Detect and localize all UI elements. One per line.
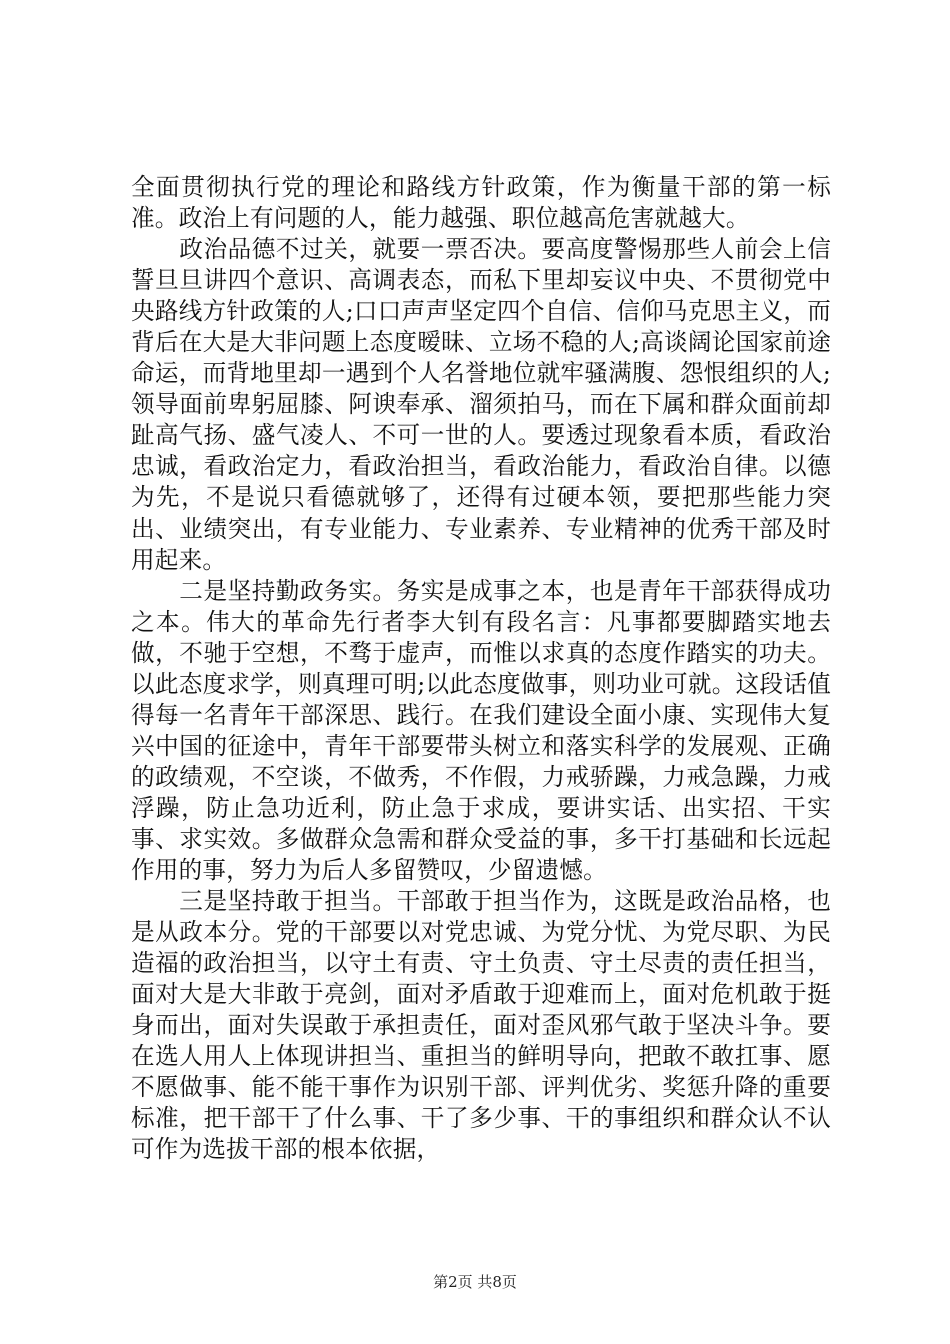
page-number-footer: 第2页 共8页 — [433, 1273, 517, 1291]
paragraph-continuation: 全面贯彻执行党的理论和路线方针政策，作为衡量干部的第一标准。政治上有问题的人，能力越强、职位越高危害就越大。 — [131, 173, 831, 233]
paragraph-political-morality: 政治品德不过关，就要一票否决。要高度警惕那些人前会上信誓旦旦讲四个意识、高调表态，而私下里却妄议中央、不贯彻党中央路线方针政策的人;口口声声坚定四个自信、信仰马克思主义，而背后在大是大非问题上态度暧昧、立场不稳的人;高谈阔论国家前途命运，而背地里却一遇到个人名誉地位就牢骚满腹、怨恨组织的人;领导面前卑躬屈膝、阿谀奉承、溜须拍马，而在下属和群众面前却趾高气扬、盛气凌人、不可一世的人。要透过现象看本质，看政治忠诚，看政治定力，看政治担当，看政治能力，看政治自律。以德为先，不是说只看德就够了，还得有过硬本领，要把那些能力突出、业绩突出，有专业能力、专业素养、专业精神的优秀干部及时用起来。 — [131, 235, 831, 574]
paragraph-responsibility: 三是坚持敢于担当。干部敢于担当作为，这既是政治品格，也是从政本分。党的干部要以对党忠诚、为党分忧、为党尽职、为民造福的政治担当，以守土有责、守土负责、守土尽责的责任担当，面对大是大非敢于亮剑，面对矛盾敢于迎难而上，面对危机敢于挺身而出，面对失误敢于承担责任，面对歪风邪气敢于坚决斗争。要在选人用人上体现讲担当、重担当的鲜明导向，把敢不敢扛事、愿不愿做事、能不能干事作为识别干部、评判优劣、奖惩升降的重要标准，把干部干了什么事、干了多少事、干的事组织和群众认不认可作为选拔干部的根本依据， — [131, 887, 831, 1164]
document-body — [131, 172, 831, 1166]
paragraph-diligence: 二是坚持勤政务实。务实是成事之本，也是青年干部获得成功之本。伟大的革命先行者李大钊有段名言：凡事都要脚踏实地去做，不驰于空想，不骛于虚声，而惟以求真的态度作踏实的功夫。以此态度求学，则真理可明;以此态度做事，则功业可就。这段话值得每一名青年干部深思、践行。在我们建设全面小康、实现伟大复兴中国的征途中，青年干部要带头树立和落实科学的发展观、正确的政绩观，不空谈，不做秀，不作假，力戒骄躁，力戒急躁，力戒浮躁，防止急功近利，防止急于求成，要讲实话、出实招、干实事、求实效。多做群众急需和群众受益的事，多干打基础和长远起作用的事，努力为后人多留赞叹，少留遗憾。 — [131, 576, 831, 885]
